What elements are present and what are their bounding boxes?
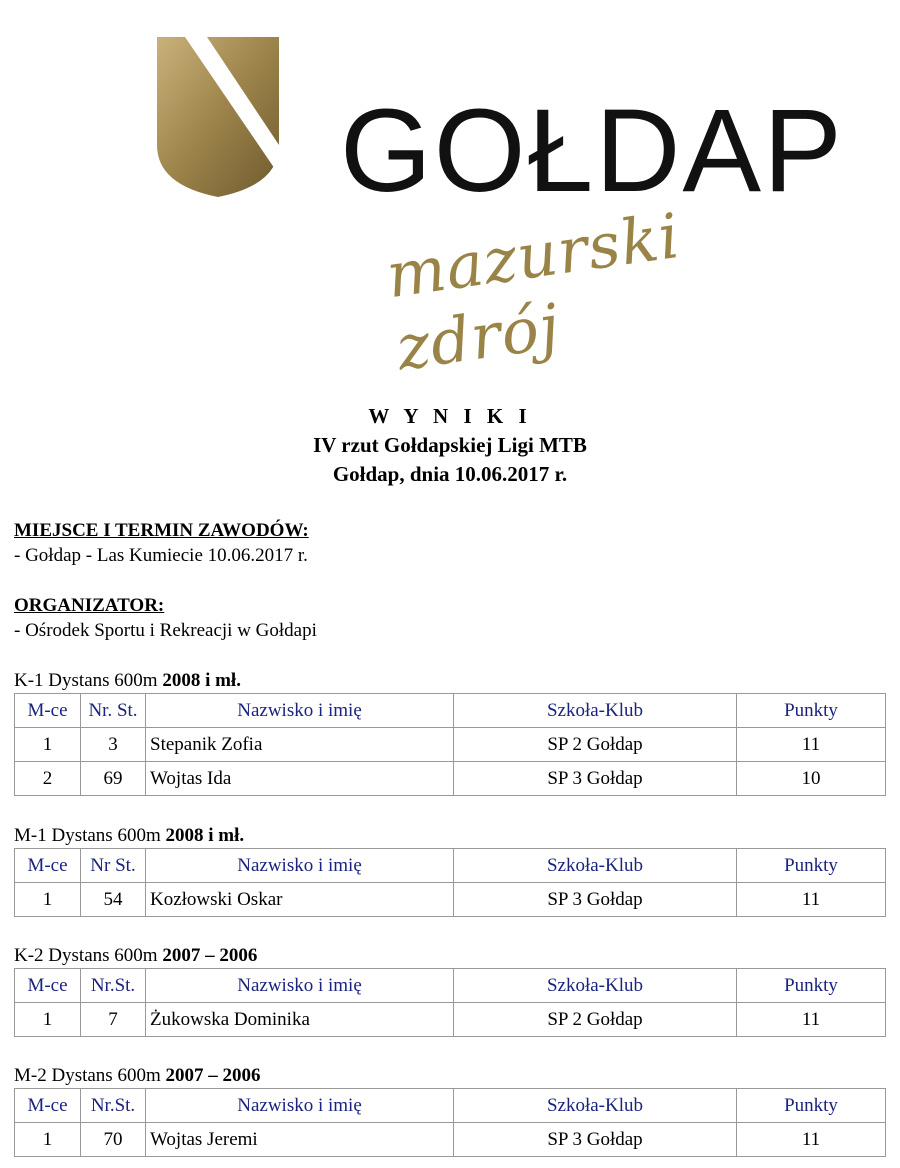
results-table: [14, 1088, 886, 1157]
category-label: M-1 Dystans 600m: [14, 825, 166, 846]
shield-icon: [155, 35, 285, 200]
category-years: 2008 i mł.: [162, 670, 241, 691]
club-cell: SP 3 Gołdap: [454, 1123, 737, 1157]
results-table: [14, 848, 886, 917]
name-cell: Stepanik Zofia: [146, 728, 454, 762]
column-header: Nr. St.: [81, 694, 146, 728]
name-cell: Wojtas Jeremi: [146, 1123, 454, 1157]
table-header-row: [15, 969, 886, 1003]
column-header: M-ce: [15, 694, 81, 728]
title-line-1: W Y N I K I: [368, 404, 532, 428]
place-cell: 1: [15, 728, 81, 762]
name-cell: Kozłowski Oskar: [146, 883, 454, 917]
logo-wordmark: GOŁDAP: [340, 85, 844, 217]
start-number-cell: 54: [81, 883, 146, 917]
name-cell: Żukowska Dominika: [146, 1003, 454, 1037]
column-header: Nazwisko i imię: [146, 1089, 454, 1123]
table-header-row: [15, 849, 886, 883]
column-header: M-ce: [15, 1089, 81, 1123]
category-title: [14, 824, 244, 848]
club-cell: SP 3 Gołdap: [454, 883, 737, 917]
start-number-cell: 70: [81, 1123, 146, 1157]
column-header: Szkoła-Klub: [454, 1089, 737, 1123]
category-title: [14, 944, 257, 968]
column-header: Szkoła-Klub: [454, 849, 737, 883]
points-cell: 11: [737, 1123, 886, 1157]
title-line-3: Gołdap, dnia 10.06.2017 r.: [332, 462, 568, 486]
club-cell: SP 2 Gołdap: [454, 1003, 737, 1037]
logo-tagline: mazurski zdrój: [382, 198, 685, 385]
results-table: [14, 693, 886, 796]
venue-heading: MIEJSCE I TERMIN ZAWODÓW:: [14, 520, 309, 541]
points-cell: 10: [737, 762, 886, 796]
column-header: Szkoła-Klub: [454, 969, 737, 1003]
column-header: Nazwisko i imię: [146, 694, 454, 728]
organizer-section: [14, 593, 317, 643]
place-cell: 1: [15, 883, 81, 917]
column-header: Nazwisko i imię: [146, 849, 454, 883]
name-cell: Wojtas Ida: [146, 762, 454, 796]
column-header: Nr.St.: [81, 969, 146, 1003]
column-header: M-ce: [15, 849, 81, 883]
points-cell: 11: [737, 1003, 886, 1037]
category-years: 2007 – 2006: [162, 945, 258, 966]
club-cell: SP 2 Gołdap: [454, 728, 737, 762]
start-number-cell: 69: [81, 762, 146, 796]
column-header: Punkty: [737, 849, 886, 883]
category-title: [14, 1064, 260, 1088]
results-table: [14, 968, 886, 1037]
column-header: M-ce: [15, 969, 81, 1003]
category-label: K-2 Dystans 600m: [14, 945, 163, 966]
column-header: Punkty: [737, 694, 886, 728]
organizer-text: - Ośrodek Sportu i Rekreacji w Gołdapi: [14, 620, 317, 641]
table-row: [15, 883, 886, 917]
column-header: Nazwisko i imię: [146, 969, 454, 1003]
table-row: [15, 1123, 886, 1157]
column-header: Punkty: [737, 1089, 886, 1123]
table-row: [15, 728, 886, 762]
organizer-heading: ORGANIZATOR:: [14, 595, 165, 616]
venue-text: - Gołdap - Las Kumiecie 10.06.2017 r.: [14, 545, 308, 566]
column-header: Nr.St.: [81, 1089, 146, 1123]
column-header: Punkty: [737, 969, 886, 1003]
start-number-cell: 7: [81, 1003, 146, 1037]
table-header-row: [15, 694, 886, 728]
column-header: Nr St.: [81, 849, 146, 883]
goldap-logo: [150, 30, 844, 385]
place-cell: 1: [15, 1003, 81, 1037]
table-header-row: [15, 1089, 886, 1123]
results-title: [0, 402, 900, 489]
category-label: K-1 Dystans 600m: [14, 670, 163, 691]
category-years: 2008 i mł.: [165, 825, 245, 846]
place-cell: 2: [15, 762, 81, 796]
title-line-2: IV rzut Gołdapskiej Ligi MTB: [313, 433, 587, 457]
column-header: Szkoła-Klub: [454, 694, 737, 728]
table-row: [15, 762, 886, 796]
points-cell: 11: [737, 728, 886, 762]
club-cell: SP 3 Gołdap: [454, 762, 737, 796]
category-title: [14, 669, 241, 693]
start-number-cell: 3: [81, 728, 146, 762]
category-years: 2007 – 2006: [165, 1065, 261, 1086]
place-cell: 1: [15, 1123, 81, 1157]
venue-section: [14, 518, 309, 568]
category-label: M-2 Dystans 600m: [14, 1065, 166, 1086]
points-cell: 11: [737, 883, 886, 917]
table-row: [15, 1003, 886, 1037]
